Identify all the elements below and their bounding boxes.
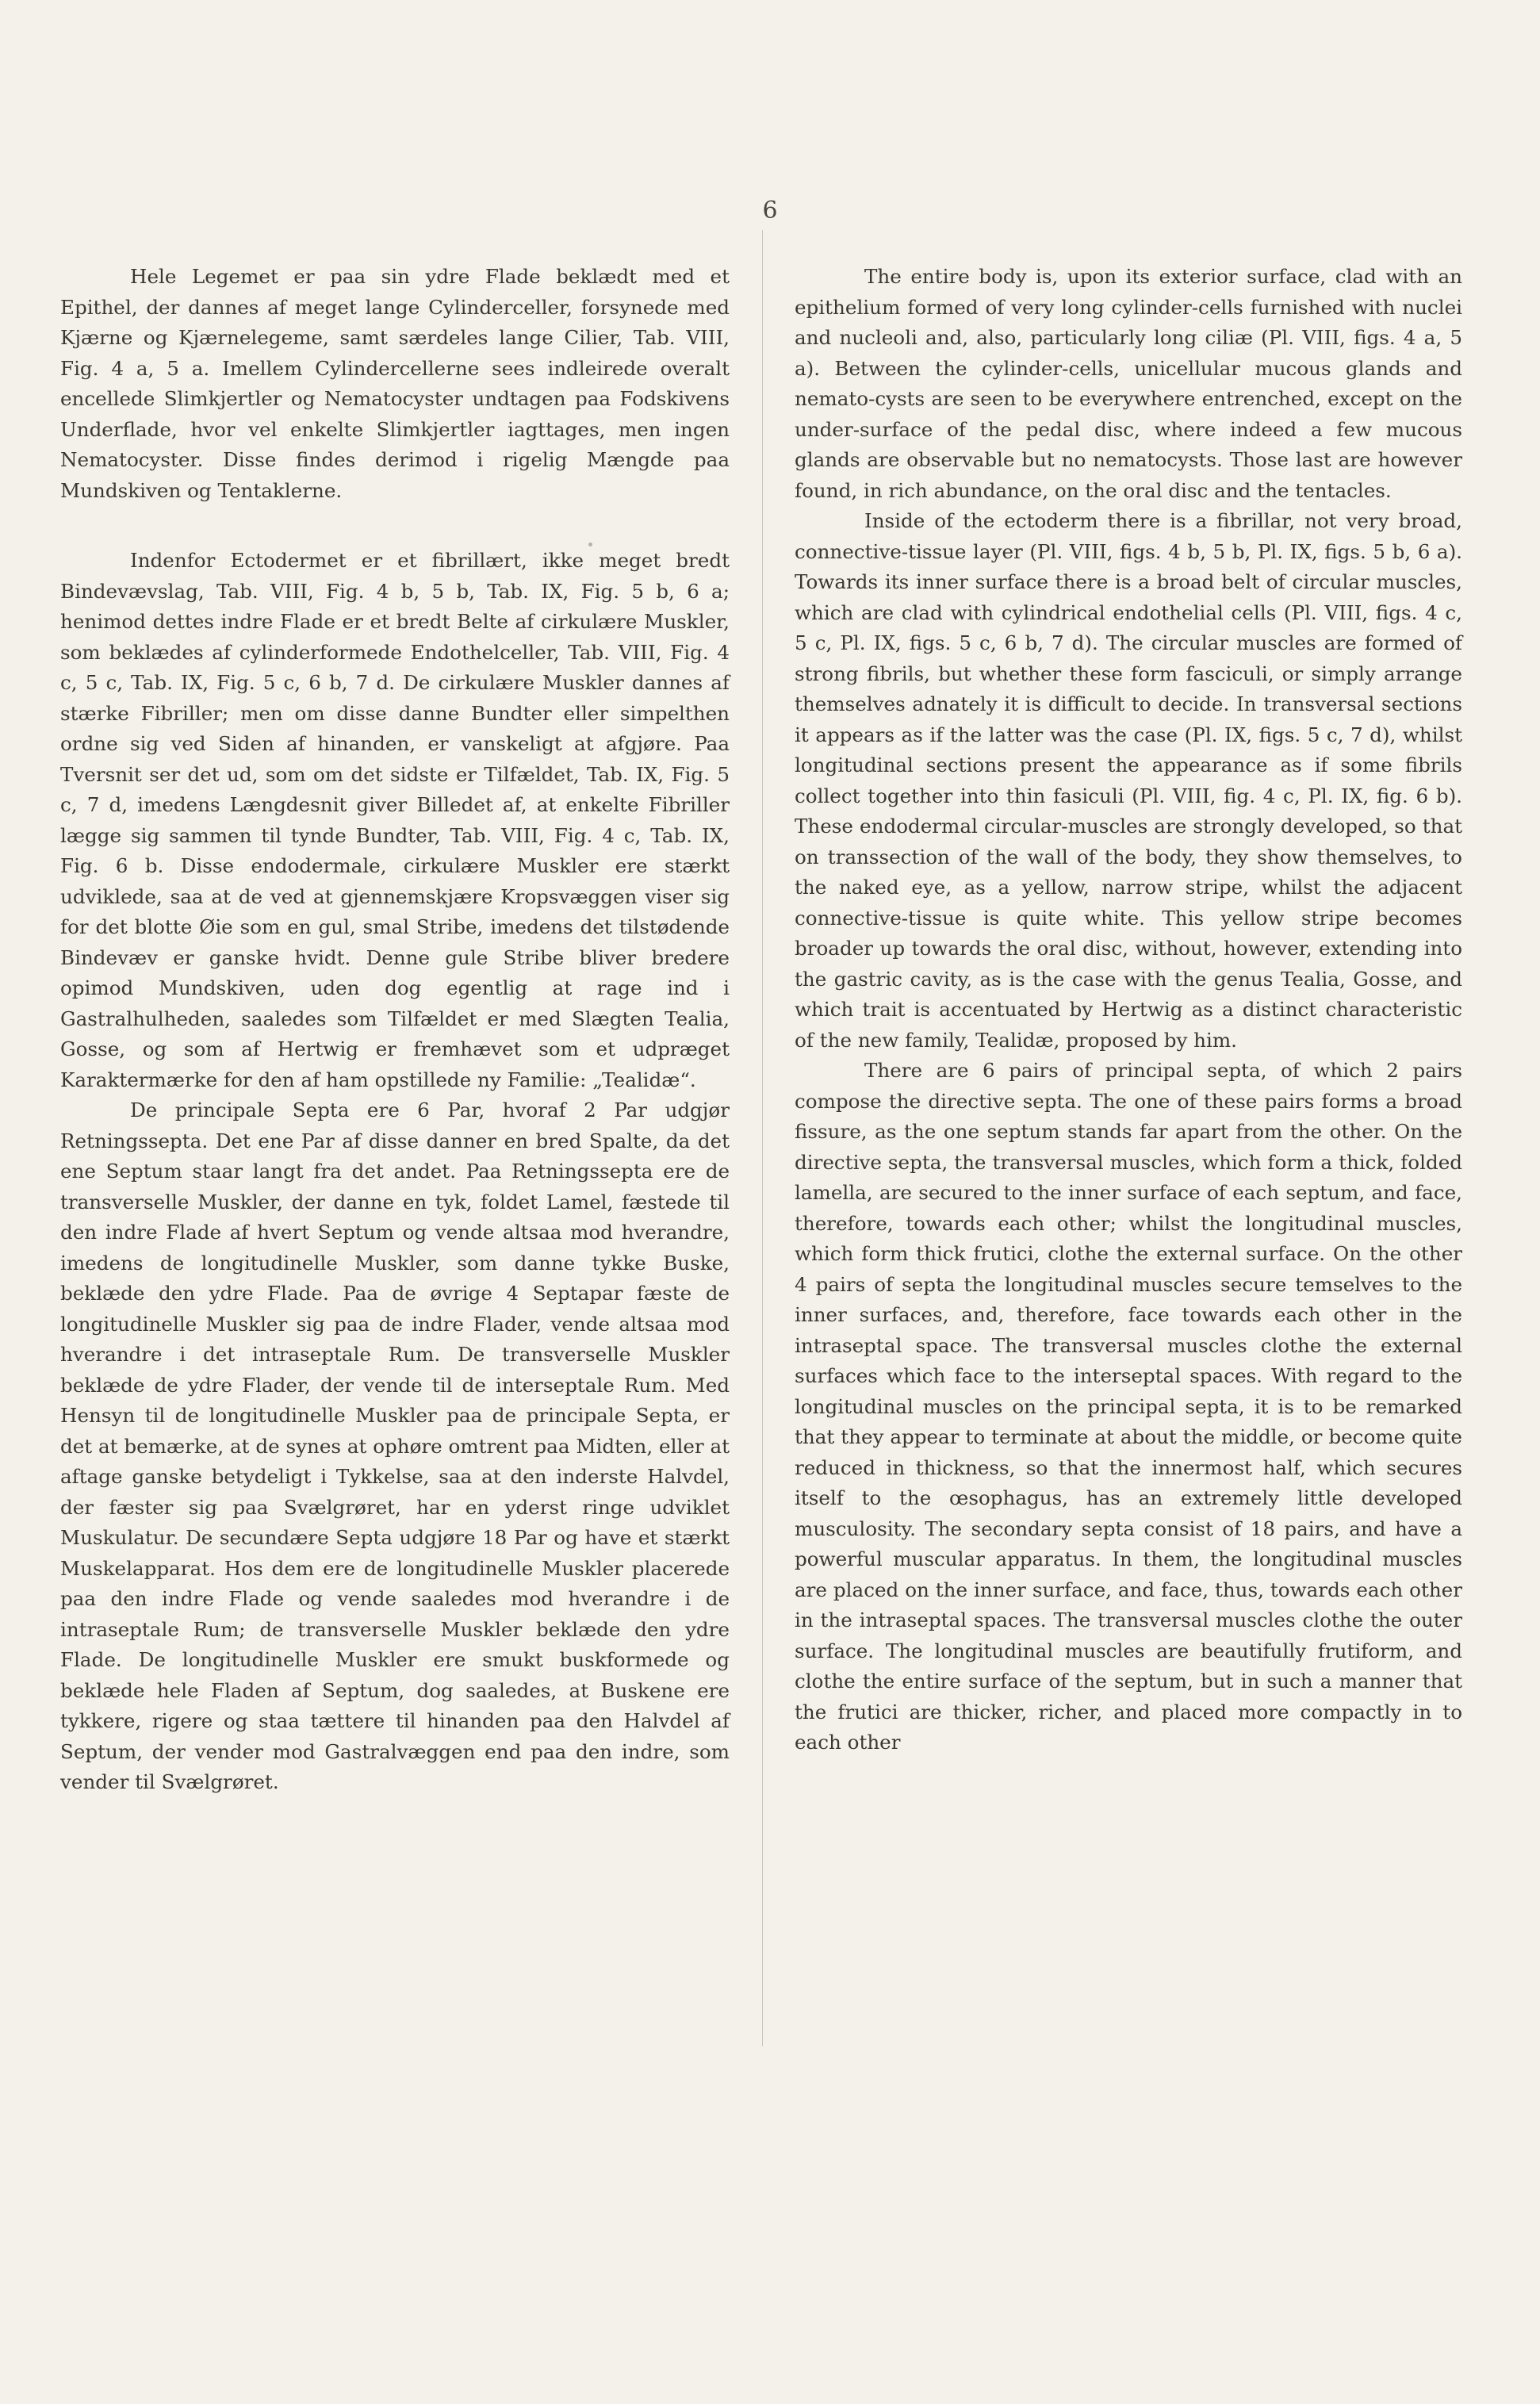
page-number: 6	[762, 197, 778, 224]
paragraph-connective-tissue: Inside of the ectoderm there is a fibrillar, not very broad, connective-tissue layer (Pl. VIII, figs. 4 b, 5 b, Pl. IX, figs. 5 b, 6 a). Towards its inner surface there is a broad belt of circular muscles, which are clad with cylindrical endothelial cells (Pl. VIII, figs. 4 c, 5 c, Pl. IX, figs. 5 c, 6 b, 7 d). The circular muscles are formed of strong fibrils, but whether these form fasciculi, or simply arrange themselves adnately it is difficult to decide. In transversal sections it appears as if the latter was the case (Pl. IX, figs. 5 c, 7 d), whilst longitudinal sections present the appearance as if some fibrils collect together into thin fasiculi (Pl. VIII, fig. 4 c, Pl. IX, fig. 6 b). These endodermal circular-muscles are strongly developed, so that on transsection of the wall of the body, they show themselves, to the naked eye, as a yellow, narrow stripe, whilst the adjacent connective-tissue is quite white. This yellow stripe becomes broader up towards the oral disc, without, however, extending into the gastric cavity, as is the case with the genus Tealia, Gosse, and which trait is accentuated by Hertwig as a distinct characteristic of the new family, Tealidæ, proposed by him.	[795, 509, 1462, 1052]
paragraph-principal-septa: There are 6 pairs of principal septa, of which 2 pairs compose the directive septa. The one of these pairs forms a broad fissure, as the one septum stands far apart from the other. On the directive septa, the transversal muscles, which form a thick, folded lamella, are secured to the inner surface of each septum, and face, therefore, towards each other; whilst the longitudinal muscles, which form thick frutici, clothe the external surface. On the other 4 pairs of septa the longitudinal muscles secure temselves to the inner surfaces, and, therefore, face towards each other in the intraseptal space. The transversal muscles clothe the external surfaces which face to the interseptal spaces. With regard to the longitudinal muscles on the principal septa, it is to be remarked that they appear to terminate at about the middle, or become quite reduced in thickness, so that the innermost half, which secures itself to the œsophagus, has an extremely little developed musculosity. The secondary septa consist of 18 pairs, and have a powerful muscular apparatus. In them, the longitudinal muscles are placed on the inner surface, and face, thus, towards each other in the intraseptal spaces. The transversal muscles clothe the outer surface. The longitudinal muscles are beautifully frutiform, and clothe the entire surface of the septum, but in such a manner that the frutici are thicker, richer, and placed more compactly in to each other	[795, 1059, 1462, 1754]
paragraph-septa: De principale Septa ere 6 Par, hvoraf 2 Par udgjør Retningssepta. Det ene Par af disse danner en bred Spalte, da det ene Septum staar langt fra det andet. Paa Retningssepta ere de transverselle Muskler, der danne en tyk, foldet Lamel, fæstede til den indre Flade af hvert Septum og vende altsaa mod hverandre, imedens de longitudinelle Muskler, som danne tykke Buske, beklæde den ydre Flade. Paa de øvrige 4 Septapar fæste de longitudinelle Muskler sig paa de indre Flader, vende altsaa mod hverandre i det intraseptale Rum. De transverselle Muskler beklæde de ydre Flader, der vende til de interseptale Rum. Med Hensyn til de longitudinelle Muskler paa de principale Septa, er det at bemærke, at de synes at ophøre omtrent paa Midten, eller at aftage ganske betydeligt i Tykkelse, saa at den inderste Halvdel, der fæster sig paa Svælgrøret, har en yderst ringe udviklet Muskulatur. De secundære Septa udgjøre 18 Par og have et stærkt Muskelapparat. Hos dem ere de longitudinelle Muskler placerede paa den indre Flade og vende saaledes mod hverandre i de intraseptale Rum; de transverselle Muskler beklæde den ydre Flade. De longitudinelle Muskler ere smukt buskformede og beklæde hele Fladen af Septum, dog saaledes, at Buskene ere tykkere, rigere og staa tættere til hinanden paa den Halvdel af Septum, der vender mod Gastralvæggen end paa den indre, som vender til Svælgrøret.	[60, 1098, 730, 1793]
paragraph-epithelium: The entire body is, upon its exterior surface, clad with an epithelium formed of very long cylinder-cells furnished with nuclei and nucleoli and, also, particularly long ciliæ (Pl. VIII, figs. 4 a, 5 a). Between the cylinder-cells, unicellular mucous glands and nemato-cysts are seen to be everywhere entrenched, except on the under-surface of the pedal disc, where indeed a few mucous glands are observable but no nematocysts. Those last are however found, in rich abundance, on the oral disc and the tentacles.	[795, 265, 1462, 502]
paragraph-epithel: Hele Legemet er paa sin ydre Flade beklædt med et Epithel, der dannes af meget lange Cylinderceller, forsynede med Kjærne og Kjærnelegeme, samt særdeles lange Cilier, Tab. VIII, Fig. 4 a, 5 a. Imellem Cylindercellerne sees indleirede overalt encellede Slimkjertler og Nematocyster undtagen paa Fodskivens Underflade, hvor vel enkelte Slimkjertler iagttages, men ingen Nematocyster. Disse findes derimod i rigelig Mængde paa Mundskiven og Tentaklerne.	[60, 265, 730, 502]
paragraph-bindevaevslag: Indenfor Ectodermet er et fibrillært, ikke meget bredt Bindevævslag, Tab. VIII, Fig. 4 b, 5 b, Tab. IX, Fig. 5 b, 6 a; henimod dettes indre Flade er et bredt Belte af cirkulære Muskler, som beklædes af cylinderformede Endothelceller, Tab. VIII, Fig. 4 c, 5 c, Tab. IX, Fig. 5 c, 6 b, 7 d. De cirkulære Muskler dannes af stærke Fibriller; men om disse danne Bundter eller simpelthen ordne sig ved Siden af hinanden, er vanskeligt at afgjøre. Paa Tversnit ser det ud, som om det sidste er Tilfældet, Tab. IX, Fig. 5 c, 7 d, imedens Længdesnit giver Billedet af, at enkelte Fibriller lægge sig sammen til tynde Bundter, Tab. VIII, Fig. 4 c, Tab. IX, Fig. 6 b. Disse endodermale, cirkulære Muskler ere stærkt udviklede, saa at de ved at gjennemskjære Kropsvæggen viser sig for det blotte Øie som en gul, smal Stribe, imedens det tilstødende Bindevæv er ganske hvidt. Denne gule Stribe bliver bredere opimod Mundskiven, uden dog egentlig at rage ind i Gastralhulheden, saaledes som Tilfældet er med Slægten Tealia, Gosse, og som af Hertwig er fremhævet som et udpræget Karaktermærke for den af ham opstillede ny Familie: „Tealidæ“.	[60, 549, 730, 1091]
norwegian-text-column	[60, 262, 730, 1798]
english-text-column	[795, 262, 1462, 1758]
column-divider	[762, 230, 763, 2046]
